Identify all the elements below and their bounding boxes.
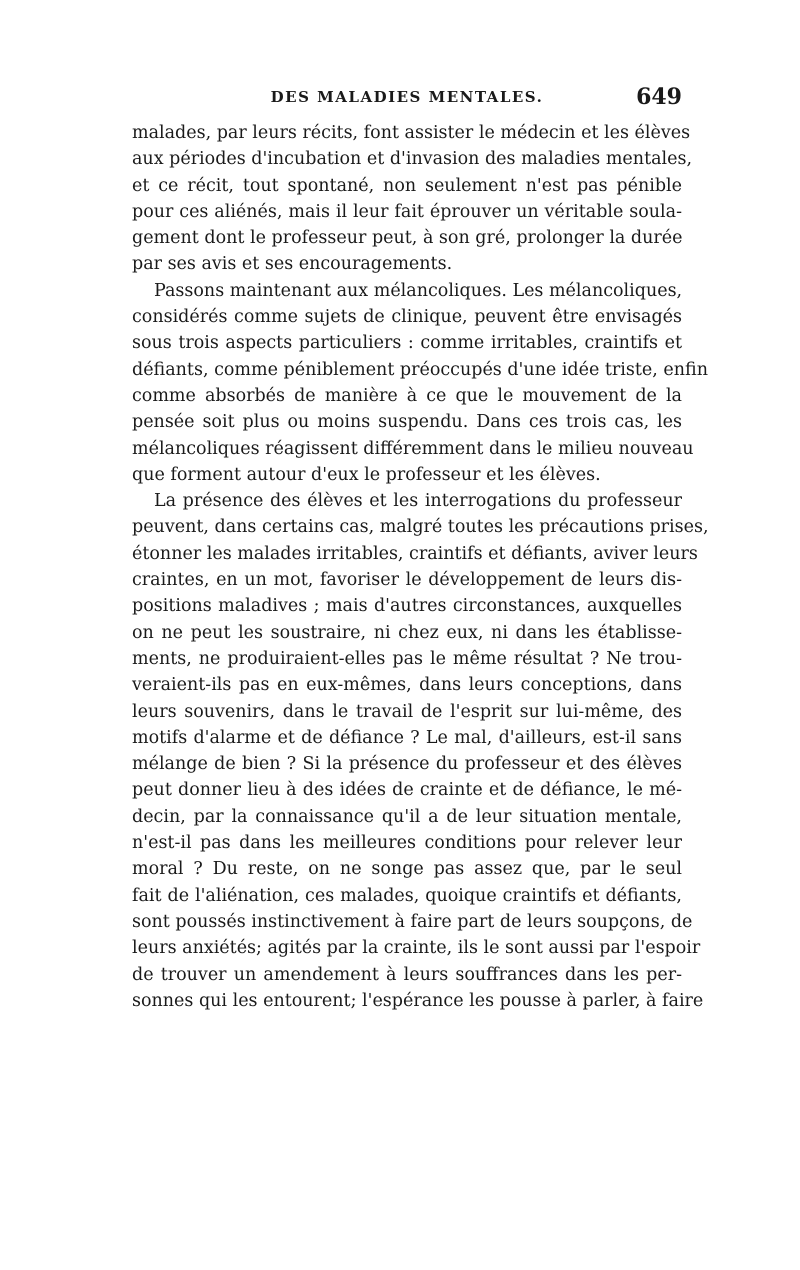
text-line: Passons maintenant aux mélancoliques. Les mélancoliques, — [154, 280, 683, 301]
text-line: motifs d'alarme et de défiance ? Le mal, d'ailleurs, est-il sans — [132, 727, 682, 748]
text-line: défiants, comme péniblement préoccupés d'une idée triste, enfin — [132, 359, 708, 380]
running-head — [132, 86, 682, 114]
text-line: considérés comme sujets de clinique, peuvent être envisagés — [132, 307, 682, 328]
text-line: comme absorbés de manière à ce que le mouvement de la — [132, 385, 682, 406]
text-line: peut donner lieu à des idées de crainte et de défiance, le mé- — [132, 780, 682, 801]
page-number: 649 — [636, 84, 682, 110]
text-line: ments, ne produiraient-elles pas le même résultat ? Ne trou- — [132, 648, 682, 669]
text-line: moral ? Du reste, on ne songe pas assez que, par le seul — [132, 859, 682, 880]
text-line: mélancoliques réagissent différemment dans le milieu nouveau — [132, 438, 694, 459]
text-line: malades, par leurs récits, font assister le médecin et les élèves — [132, 123, 691, 143]
text-line: pour ces aliénés, mais il leur fait éprouver un véritable soula- — [132, 201, 682, 222]
text-line: craintes, en un mot, favoriser le développement de leurs dis- — [132, 570, 682, 591]
text-line: pensée soit plus ou moins suspendu. Dans ces trois cas, les — [132, 412, 682, 433]
running-head-title: DES MALADIES MENTALES. — [270, 88, 544, 106]
text-line: par ses avis et ses encouragements. — [132, 254, 453, 275]
text-line: n'est-il pas dans les meilleures conditions pour relever leur — [132, 833, 682, 854]
text-line: gement dont le professeur peut, à son gré, prolonger la durée — [132, 228, 683, 249]
text-line: leurs anxiétés; agités par la crainte, ils le sont aussi par l'espoir — [132, 938, 701, 959]
text-line: fait de l'aliénation, ces malades, quoique craintifs et défiants, — [132, 885, 682, 906]
text-line: La présence des élèves et les interrogations du professeur — [154, 491, 682, 512]
text-line: decin, par la connaissance qu'il a de leur situation mentale, — [132, 806, 682, 827]
text-line: veraient-ils pas en eux-mêmes, dans leurs conceptions, dans — [132, 675, 682, 696]
text-line: mélange de bien ? Si la présence du professeur et des élèves — [132, 754, 682, 775]
text-line: étonner les malades irritables, craintifs et défiants, aviver leurs — [132, 543, 698, 564]
text-line: leurs souvenirs, dans le travail de l'esprit sur lui-même, des — [132, 701, 682, 722]
text-line: peuvent, dans certains cas, malgré toutes les précautions prises, — [132, 517, 709, 538]
text-line: positions maladives ; mais d'autres circonstances, auxquelles — [132, 596, 682, 617]
text-line: de trouver un amendement à leurs souffrances dans les per- — [132, 964, 682, 985]
text-line: aux périodes d'incubation et d'invasion des maladies mentales, — [132, 149, 693, 170]
text-line: sonnes qui les entourent; l'espérance les pousse à parler, à faire — [132, 990, 704, 1011]
text-line: sous trois aspects particuliers : comme irritables, craintifs et — [132, 333, 682, 354]
text-line: que forment autour d'eux le professeur et les élèves. — [132, 464, 601, 485]
body-text — [132, 120, 709, 1014]
text-line: on ne peut les soustraire, ni chez eux, ni dans les établisse- — [132, 622, 682, 643]
text-line: sont poussés instinctivement à faire part de leurs soupçons, de — [132, 911, 693, 932]
text-line: et ce récit, tout spontané, non seulement n'est pas pénible — [132, 175, 682, 196]
